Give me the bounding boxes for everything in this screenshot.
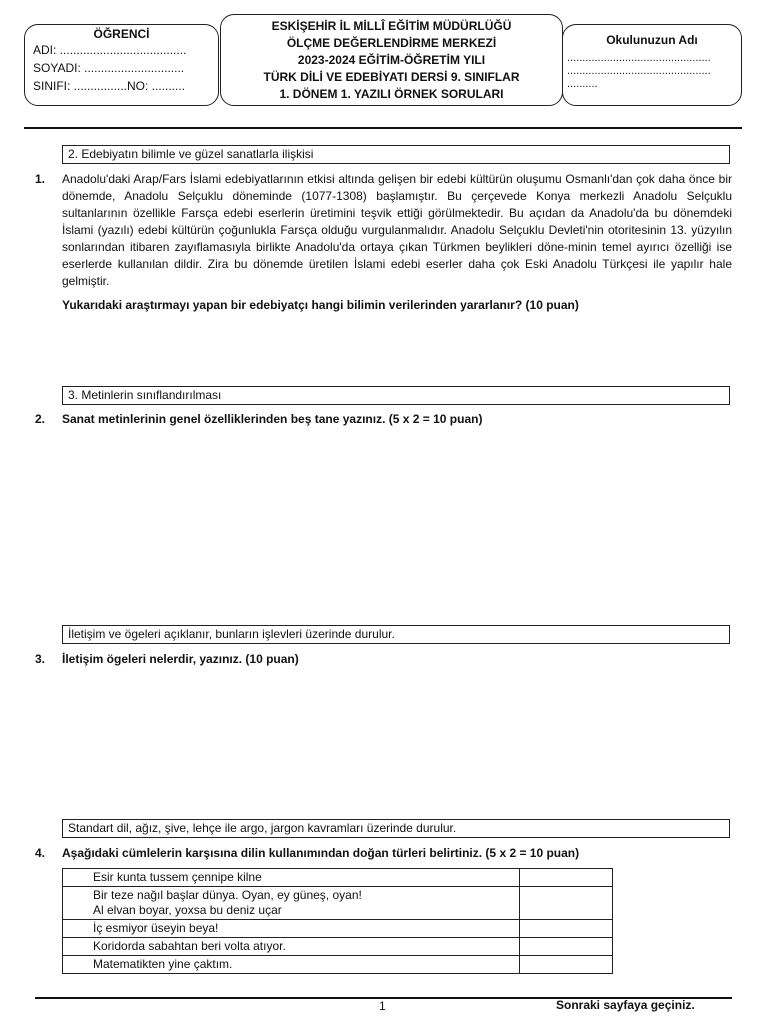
sentence-cell	[63, 887, 520, 920]
question-number: 1.	[35, 172, 46, 186]
next-page-note: Sonraki sayfaya geçiniz.	[556, 998, 695, 1012]
topic-box: Standart dil, ağız, şive, lehçe ile argo, jargon kavramları üzerinde durulur.	[62, 819, 730, 838]
exam-title-box	[220, 14, 563, 106]
student-box-title: ÖĞRENCİ	[93, 27, 150, 41]
sentence-table	[62, 868, 613, 974]
question-prompt: Aşağıdaki cümlelerin karşısına dilin kullanımından doğan türleri belirtiniz. (5 x 2 = 10 puan)	[62, 846, 580, 860]
table-row	[63, 869, 613, 887]
center-title: ÖLÇME DEĞERLENDİRME MERKEZİ	[286, 36, 497, 50]
question-number: 4.	[35, 846, 46, 860]
course-title: TÜRK DİLİ VE EDEBİYATI DERSİ 9. SINIFLAR	[263, 70, 520, 84]
question-passage: Anadolu'daki Arap/Fars İslami edebiyatlarının etkisi altında gelişen bir edebi kültürün oluşumu Osmanlı'dan çok daha önce bir dönemde, Anadolu Selçuklu döneminde (1077-1308) başlamıştır. Bu çerçevede Konya merkezli Anadolu Selçuklu sultanlarının özellikle Farsça edebi eserlerin üretimini teşvik ettiği görülmektedir. Bu açıdan da Anadolu'da bu dönemdeki İslami (yazılı) edebi kültürün çoğunlukla Farsça olduğu vurgulanmalıdır. Anadolu Selçuklu Devleti'nin otoritesinin 13. yüzyılın sonlarından itibaren zayıflamasıyla birlikte Anadolu'da ortaya çıkan Türkmen beylikleri döne-minin temel ayırıcı özelliği ise eserlerde kullanılan dildir. Zira bu dönemde üretilen İslami edebi eserler daha çok Eski Anadolu Türkçesi ile yapılır hale gelmiştir.	[62, 172, 732, 288]
school-name-box	[562, 24, 742, 106]
answer-cell[interactable]	[520, 956, 613, 974]
table-row	[63, 956, 613, 974]
sentence-cell: Esir kunta tussem çennipe kilne	[63, 869, 520, 887]
answer-space[interactable]	[62, 672, 732, 814]
topic-box: 3. Metinlerin sınıflandırılması	[62, 386, 730, 405]
sentence-cell: Matematikten yine çaktım.	[63, 956, 520, 974]
sentence-cell: İç esmiyor üseyin beya!	[63, 920, 520, 938]
answer-cell[interactable]	[520, 887, 613, 920]
table-row	[63, 938, 613, 956]
student-surname-line[interactable]: SOYADI: ..............................	[33, 61, 185, 75]
answer-cell[interactable]	[520, 938, 613, 956]
school-dot-line[interactable]: ...............................................	[567, 65, 711, 77]
topic-box: İletişim ve ögeleri açıklanır, bunların işlevleri üzerinde durulur.	[62, 625, 730, 644]
student-info-box	[24, 24, 219, 106]
school-box-title: Okulunuzun Adı	[606, 33, 698, 47]
school-dot-line[interactable]: ..........	[567, 78, 598, 90]
academic-year: 2023-2024 EĞİTİM-ÖĞRETİM YILI	[297, 53, 486, 67]
question-number: 2.	[35, 412, 46, 426]
student-name-line[interactable]: ADI: ......................................	[33, 43, 187, 57]
question-prompt: İletişim ögeleri nelerdir, yazınız. (10 puan)	[62, 652, 299, 666]
answer-cell[interactable]	[520, 869, 613, 887]
question-number: 3.	[35, 652, 46, 666]
student-class-line[interactable]: SINIFI: ................NO: ..........	[33, 79, 186, 93]
page-number: 1	[379, 999, 386, 1013]
sentence-line: Bir teze nağıl başlar dünya. Oyan, ey güneş, oyan!	[93, 888, 362, 902]
exam-title: 1. DÖNEM 1. YAZILI ÖRNEK SORULARI	[279, 87, 504, 101]
sentence-line: Al elvan boyar, yoxsa bu deniz uçar	[93, 903, 282, 917]
table-row	[63, 887, 613, 920]
answer-cell[interactable]	[520, 920, 613, 938]
directorate-title: ESKİŞEHİR İL MİLLÎ EĞİTİM MÜDÜRLÜĞÜ	[271, 19, 512, 33]
question-prompt: Sanat metinlerinin genel özelliklerinden beş tane yazınız. (5 x 2 = 10 puan)	[62, 412, 483, 426]
header-divider	[24, 127, 742, 129]
school-dot-line[interactable]: ...............................................	[567, 52, 711, 64]
sentence-cell: Koridorda sabahtan beri volta atıyor.	[63, 938, 520, 956]
table-row	[63, 920, 613, 938]
topic-box: 2. Edebiyatın bilimle ve güzel sanatlarla ilişkisi	[62, 145, 730, 164]
answer-space[interactable]	[62, 318, 732, 382]
answer-space[interactable]	[62, 432, 732, 620]
question-prompt: Yukarıdaki araştırmayı yapan bir edebiyatçı hangi bilimin verilerinden yararlanır? (10 puan)	[62, 298, 579, 312]
